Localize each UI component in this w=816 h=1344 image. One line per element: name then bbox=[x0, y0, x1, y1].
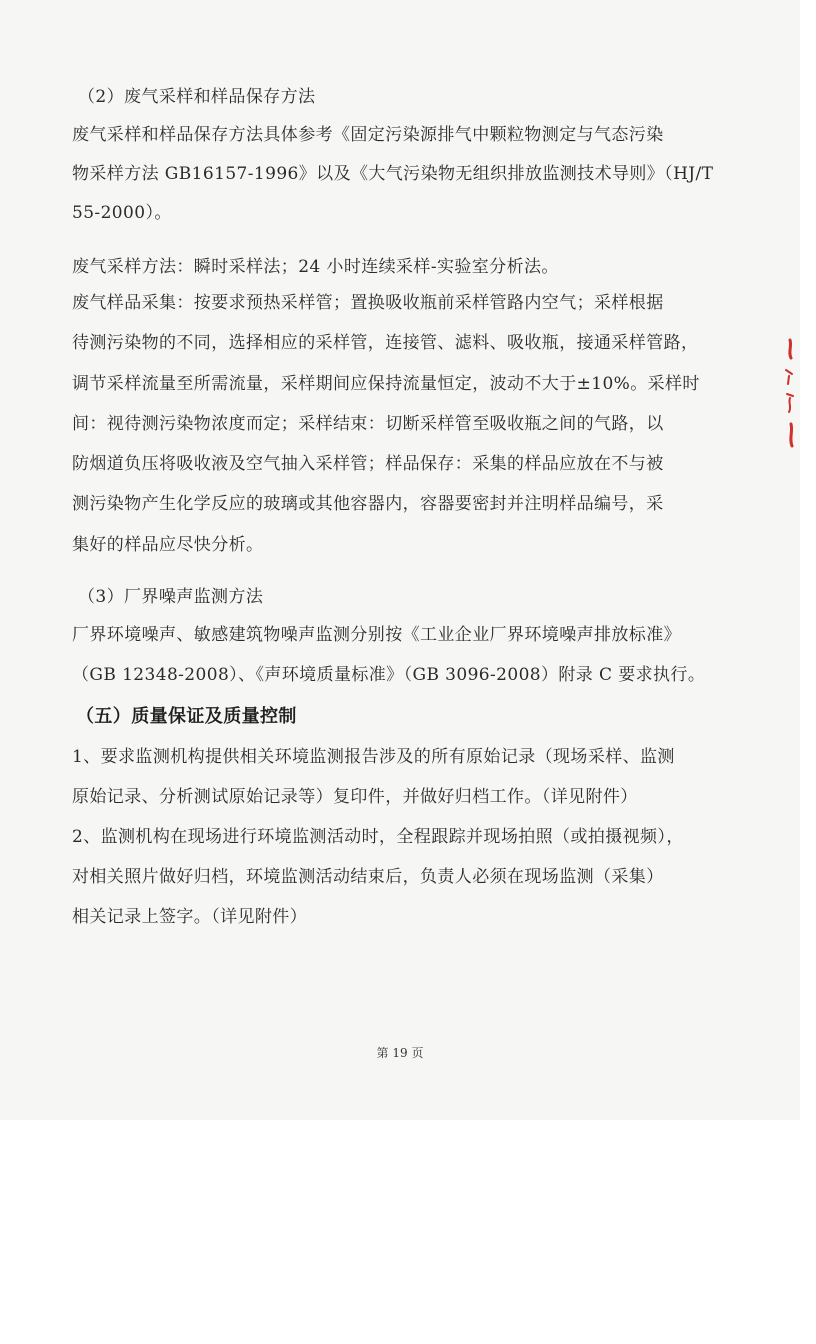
paragraph-line: 调节采样流量至所需流量，采样期间应保持流量恒定，波动不大于±10%。采样时 bbox=[72, 374, 700, 394]
paragraph-line: 55-2000）。 bbox=[72, 203, 172, 223]
section-heading-exhaust-sampling: （2）废气采样和样品保存方法 bbox=[78, 87, 316, 107]
paragraph-line: 原始记录、分析测试原始记录等）复印件，并做好归档工作。（详见附件） bbox=[72, 787, 638, 807]
paragraph-line: （GB 12348-2008）、《声环境质量标准》（GB 3096-2008）附录 C 要求执行。 bbox=[72, 665, 706, 685]
section-heading-quality-control: （五）质量保证及质量控制 bbox=[76, 706, 297, 727]
paragraph-line: 废气采样和样品保存方法具体参考《固定污染源排气中颗粒物测定与气态污染 bbox=[72, 125, 664, 145]
seal-stamp-fragment bbox=[782, 332, 796, 452]
paragraph-line: 相关记录上签字。（详见附件） bbox=[72, 907, 308, 927]
paragraph-line: 废气采样方法：瞬时采样法；24 小时连续采样-实验室分析法。 bbox=[72, 257, 559, 277]
paragraph-line: 废气样品采集：按要求预热采样管；置换吸收瓶前采样管路内空气；采样根据 bbox=[72, 293, 664, 313]
paragraph-line: 物采样方法 GB16157-1996》以及《大气污染物无组织排放监测技术导则》（HJ/T bbox=[72, 164, 714, 184]
paragraph-line: 2、监测机构在现场进行环境监测活动时，全程跟踪并现场拍照（或拍摄视频）， bbox=[72, 827, 684, 847]
paragraph-line: 对相关照片做好归档，环境监测活动结束后，负责人必须在现场监测（采集） bbox=[72, 867, 664, 887]
page-number: 第 19 页 bbox=[376, 1046, 424, 1060]
sheet-edge bbox=[800, 0, 816, 1344]
section-heading-noise-monitoring: （3）厂界噪声监测方法 bbox=[78, 587, 264, 607]
paragraph-line: 待测污染物的不同，选择相应的采样管，连接管、滤料、吸收瓶，接通采样管路， bbox=[72, 333, 699, 353]
paragraph-line: 厂界环境噪声、敏感建筑物噪声监测分别按《工业企业厂界环境噪声排放标准》 bbox=[72, 625, 681, 645]
paragraph-line: 集好的样品应尽快分析。 bbox=[72, 535, 264, 555]
paragraph-line: 防烟道负压将吸收液及空气抽入采样管；样品保存：采集的样品应放在不与被 bbox=[72, 454, 664, 474]
paragraph-line: 测污染物产生化学反应的玻璃或其他容器内，容器要密封并注明样品编号，采 bbox=[72, 494, 664, 514]
paragraph-line: 1、要求监测机构提供相关环境监测报告涉及的所有原始记录（现场采样、监测 bbox=[72, 747, 675, 767]
paragraph-line: 间：视待测污染物浓度而定；采样结束：切断采样管至吸收瓶之间的气路，以 bbox=[72, 414, 664, 434]
